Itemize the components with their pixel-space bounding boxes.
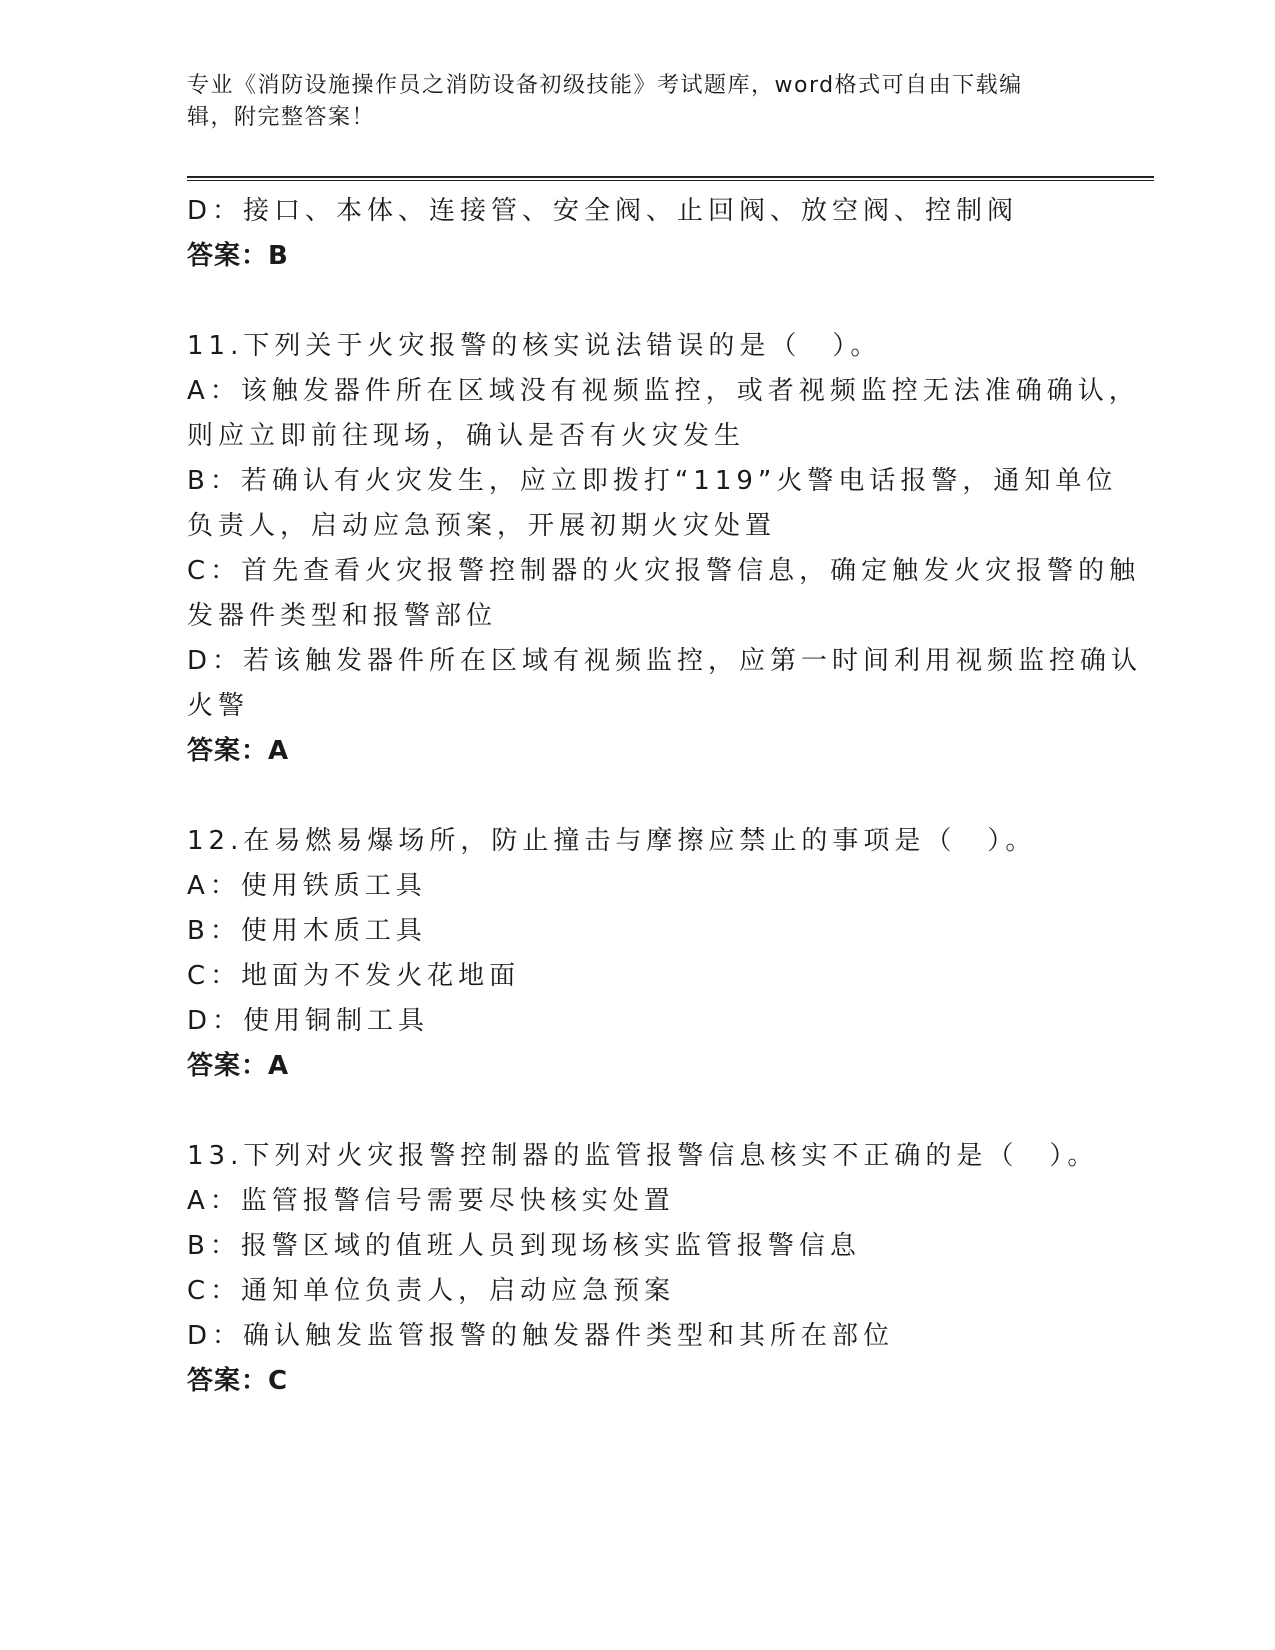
question-11 [187, 324, 1143, 774]
option-c: C：地面为不发火花地面 [187, 961, 521, 991]
question-12 [187, 819, 1087, 1089]
answer: 答案：C [187, 1366, 289, 1396]
option-a: A：使用铁质工具 [187, 871, 427, 901]
header-line-1: 专业《消防设施操作员之消防设备初级技能》考试题库，word格式可自由下载编 [187, 73, 1023, 98]
question-13 [187, 1134, 1099, 1404]
answer: 答案：A [187, 736, 290, 766]
option-d: D：确认触发监管报警的触发器件类型和其所在部位 [187, 1321, 895, 1351]
header-line-2: 辑，附完整答案！ [187, 105, 376, 130]
option-a: A：监管报警信号需要尽快核实处置 [187, 1186, 675, 1216]
question-stem: 13.下列对火灾报警控制器的监管报警信息核实不正确的是（ ）。 [187, 1141, 1099, 1171]
option-b: B：报警区域的值班人员到现场核实监管报警信息 [187, 1231, 861, 1261]
option-d-line-1: D：若该触发器件所在区域有视频监控，应第一时间利用视频监控确认 [187, 646, 1143, 676]
prev-option-d: D：接口、本体、连接管、安全阀、止回阀、放空阀、控制阀 [187, 196, 1019, 226]
option-c-line-2: 发器件类型和报警部位 [187, 601, 498, 631]
option-c: C：通知单位负责人，启动应急预案 [187, 1276, 676, 1306]
option-b-line-2: 负责人，启动应急预案，开展初期火灾处置 [187, 511, 777, 541]
option-d: D：使用铜制工具 [187, 1006, 430, 1036]
question-stem: 11.下列关于火灾报警的核实说法错误的是（ ）。 [187, 331, 882, 361]
document-header [187, 70, 1087, 134]
option-b: B：使用木质工具 [187, 916, 427, 946]
question-stem: 12.在易燃易爆场所，防止撞击与摩擦应禁止的事项是（ ）。 [187, 826, 1037, 856]
option-b-line-1: B：若确认有火灾发生，应立即拨打“119”火警电话报警，通知单位 [187, 466, 1118, 496]
header-divider [187, 176, 1154, 181]
option-a-line-1: A：该触发器件所在区域没有视频监控，或者视频监控无法准确确认， [187, 376, 1140, 406]
option-c-line-1: C：首先查看火灾报警控制器的火灾报警信息，确定触发火灾报警的触 [187, 556, 1141, 586]
option-d-line-2: 火警 [187, 691, 250, 721]
prev-answer: 答案：B [187, 241, 289, 271]
question-content [187, 189, 1143, 1404]
option-a-line-2: 则应立即前往现场，确认是否有火灾发生 [187, 421, 746, 451]
answer: 答案：A [187, 1051, 290, 1081]
